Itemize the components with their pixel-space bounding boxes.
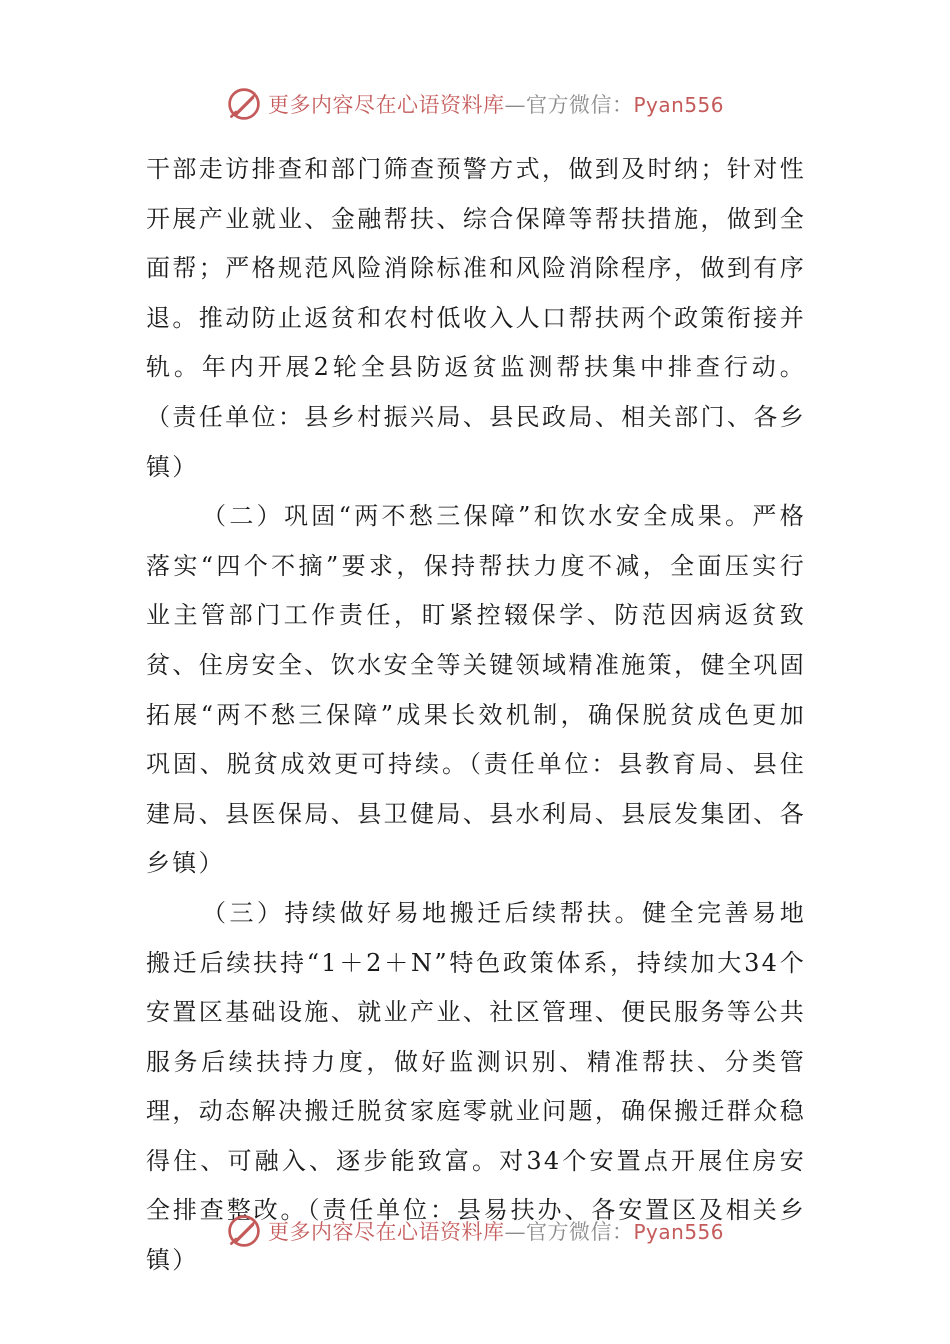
banner-wechat-id: Pyan556 bbox=[633, 93, 724, 117]
header-banner bbox=[0, 84, 950, 124]
banner-official-label: 官方微信： bbox=[525, 1220, 634, 1244]
banner-separator: — bbox=[504, 93, 526, 117]
banner-text bbox=[268, 89, 724, 119]
pen-logo-icon bbox=[226, 86, 262, 122]
banner-separator: — bbox=[504, 1220, 526, 1244]
banner-main-text: 更多内容尽在心语资料库 bbox=[267, 1220, 505, 1244]
paragraph-2: （二）巩固“两不愁三保障”和饮水安全成果。严格落实“四个不摘”要求，保持帮扶力度不减，全面压实行业主管部门工作责任，盯紧控辍保学、防范因病返贫致贫、住房安全、饮水安全等关键领域精准施策，健全巩固拓展“两不愁三保障”成果长效机制，确保脱贫成色更加巩固、脱贫成效更可持续。（责任单位：县教育局、县住建局、县医保局、县卫健局、县水利局、县辰发集团、各乡镇） bbox=[146, 502, 806, 878]
paragraph-3: （三）持续做好易地搬迁后续帮扶。健全完善易地搬迁后续扶持“1＋2＋N”特色政策体系，持续加大34个安置区基础设施、就业产业、社区管理、便民服务等公共服务后续扶持力度，做好监测识别、精准帮扶、分类管理，动态解决搬迁脱贫家庭零就业问题，确保搬迁群众稳得住、可融入、逐步能致富。对34个安置点开展住房安全排查整改。（责任单位：县易扶办、各安置区及相关乡镇） bbox=[146, 898, 806, 1275]
footer-banner bbox=[0, 1211, 950, 1251]
pen-logo-icon bbox=[226, 1213, 262, 1249]
banner-main-text: 更多内容尽在心语资料库 bbox=[267, 93, 505, 117]
banner-official-label: 官方微信： bbox=[525, 93, 634, 117]
banner-text bbox=[268, 1216, 724, 1246]
banner-wechat-id: Pyan556 bbox=[633, 1220, 724, 1244]
document-body bbox=[146, 145, 806, 1286]
paragraph-1: 干部走访排查和部门筛查预警方式，做到及时纳；针对性开展产业就业、金融帮扶、综合保障等帮扶措施，做到全面帮；严格规范风险消除标准和风险消除程序，做到有序退。推动防止返贫和农村低收入人口帮扶两个政策衔接并轨。年内开展2轮全县防返贫监测帮扶集中排查行动。（责任单位：县乡村振兴局、县民政局、相关部门、各乡镇） bbox=[146, 155, 806, 481]
